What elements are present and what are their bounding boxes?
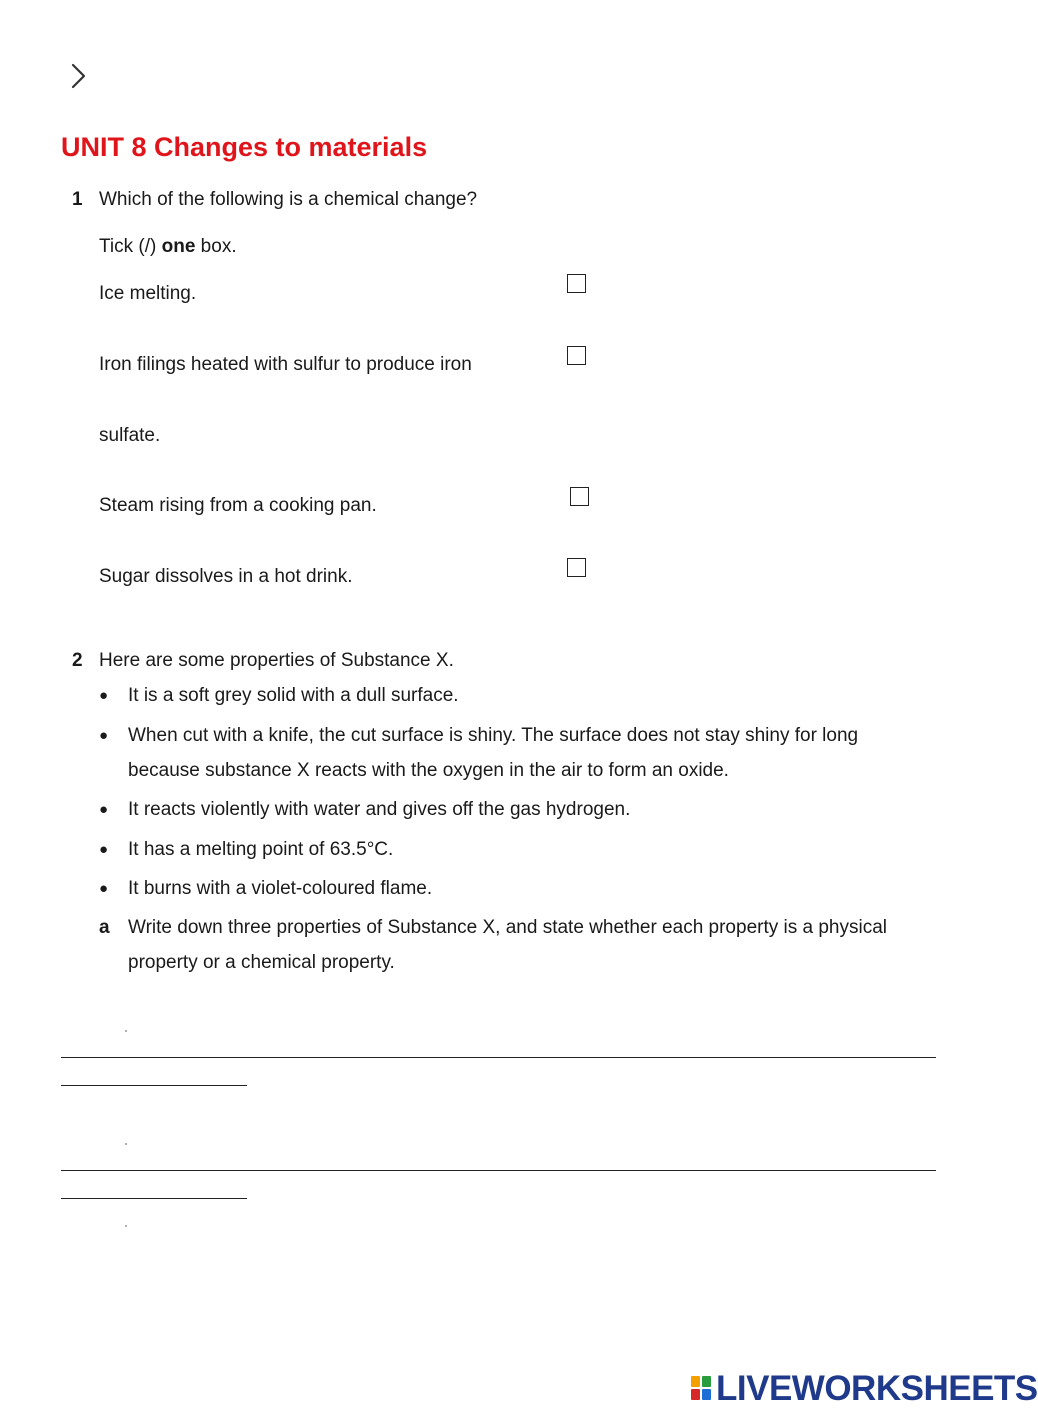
chevron-right-icon[interactable] [66,62,90,90]
answer-marker [125,1225,127,1227]
part-a-question-cont: property or a chemical property. [128,952,395,973]
property-item: It has a melting point of 63.5°C. [128,839,394,860]
answer-line-2-short[interactable] [61,1198,247,1199]
bullet-icon: ● [99,727,109,744]
bullet-icon: ● [99,801,109,818]
option-3-label: Steam rising from a cooking pan. [99,495,377,516]
liveworksheets-logo-text: LIVEWORKSHEETS [716,1369,1038,1408]
property-item: When cut with a knife, the cut surface is shiny. The surface does not stay shiny for long [128,725,859,746]
property-item: It reacts violently with water and gives off the gas hydrogen. [128,799,631,820]
option-3-checkbox[interactable] [570,487,589,506]
answer-line-2[interactable] [61,1170,936,1171]
option-2-checkbox[interactable] [567,346,586,365]
bullet-icon: ● [99,841,109,858]
liveworksheets-logo-icon [691,1376,711,1400]
option-1-checkbox[interactable] [567,274,586,293]
answer-line-1[interactable] [61,1057,936,1058]
option-4-label: Sugar dissolves in a hot drink. [99,566,353,587]
answer-marker [125,1143,127,1145]
option-4-checkbox[interactable] [567,558,586,577]
answer-marker [125,1030,127,1032]
answer-line-1-short[interactable] [61,1085,247,1086]
option-2-label-cont: sulfate. [99,425,161,446]
property-item-cont: because substance X reacts with the oxygen in the air to form an oxide. [128,760,729,781]
question-2-intro: Here are some properties of Substance X. [99,650,454,671]
question-2-number: 2 [72,650,83,671]
property-item: It is a soft grey solid with a dull surface. [128,685,459,706]
option-2-label: Iron filings heated with sulfur to produce iron [99,354,472,375]
question-1-number: 1 [72,189,83,210]
part-a-label: a [99,917,110,938]
part-a-question: Write down three properties of Substance X, and state whether each property is a physical [128,917,888,938]
question-1-instruction: Tick (/) one box. [99,236,237,257]
question-1-text: Which of the following is a chemical change? [99,189,478,210]
bullet-icon: ● [99,687,109,704]
page-title: UNIT 8 Changes to materials [61,132,428,162]
property-item: It burns with a violet-coloured flame. [128,878,433,899]
bullet-icon: ● [99,880,109,897]
option-1-label: Ice melting. [99,283,197,304]
